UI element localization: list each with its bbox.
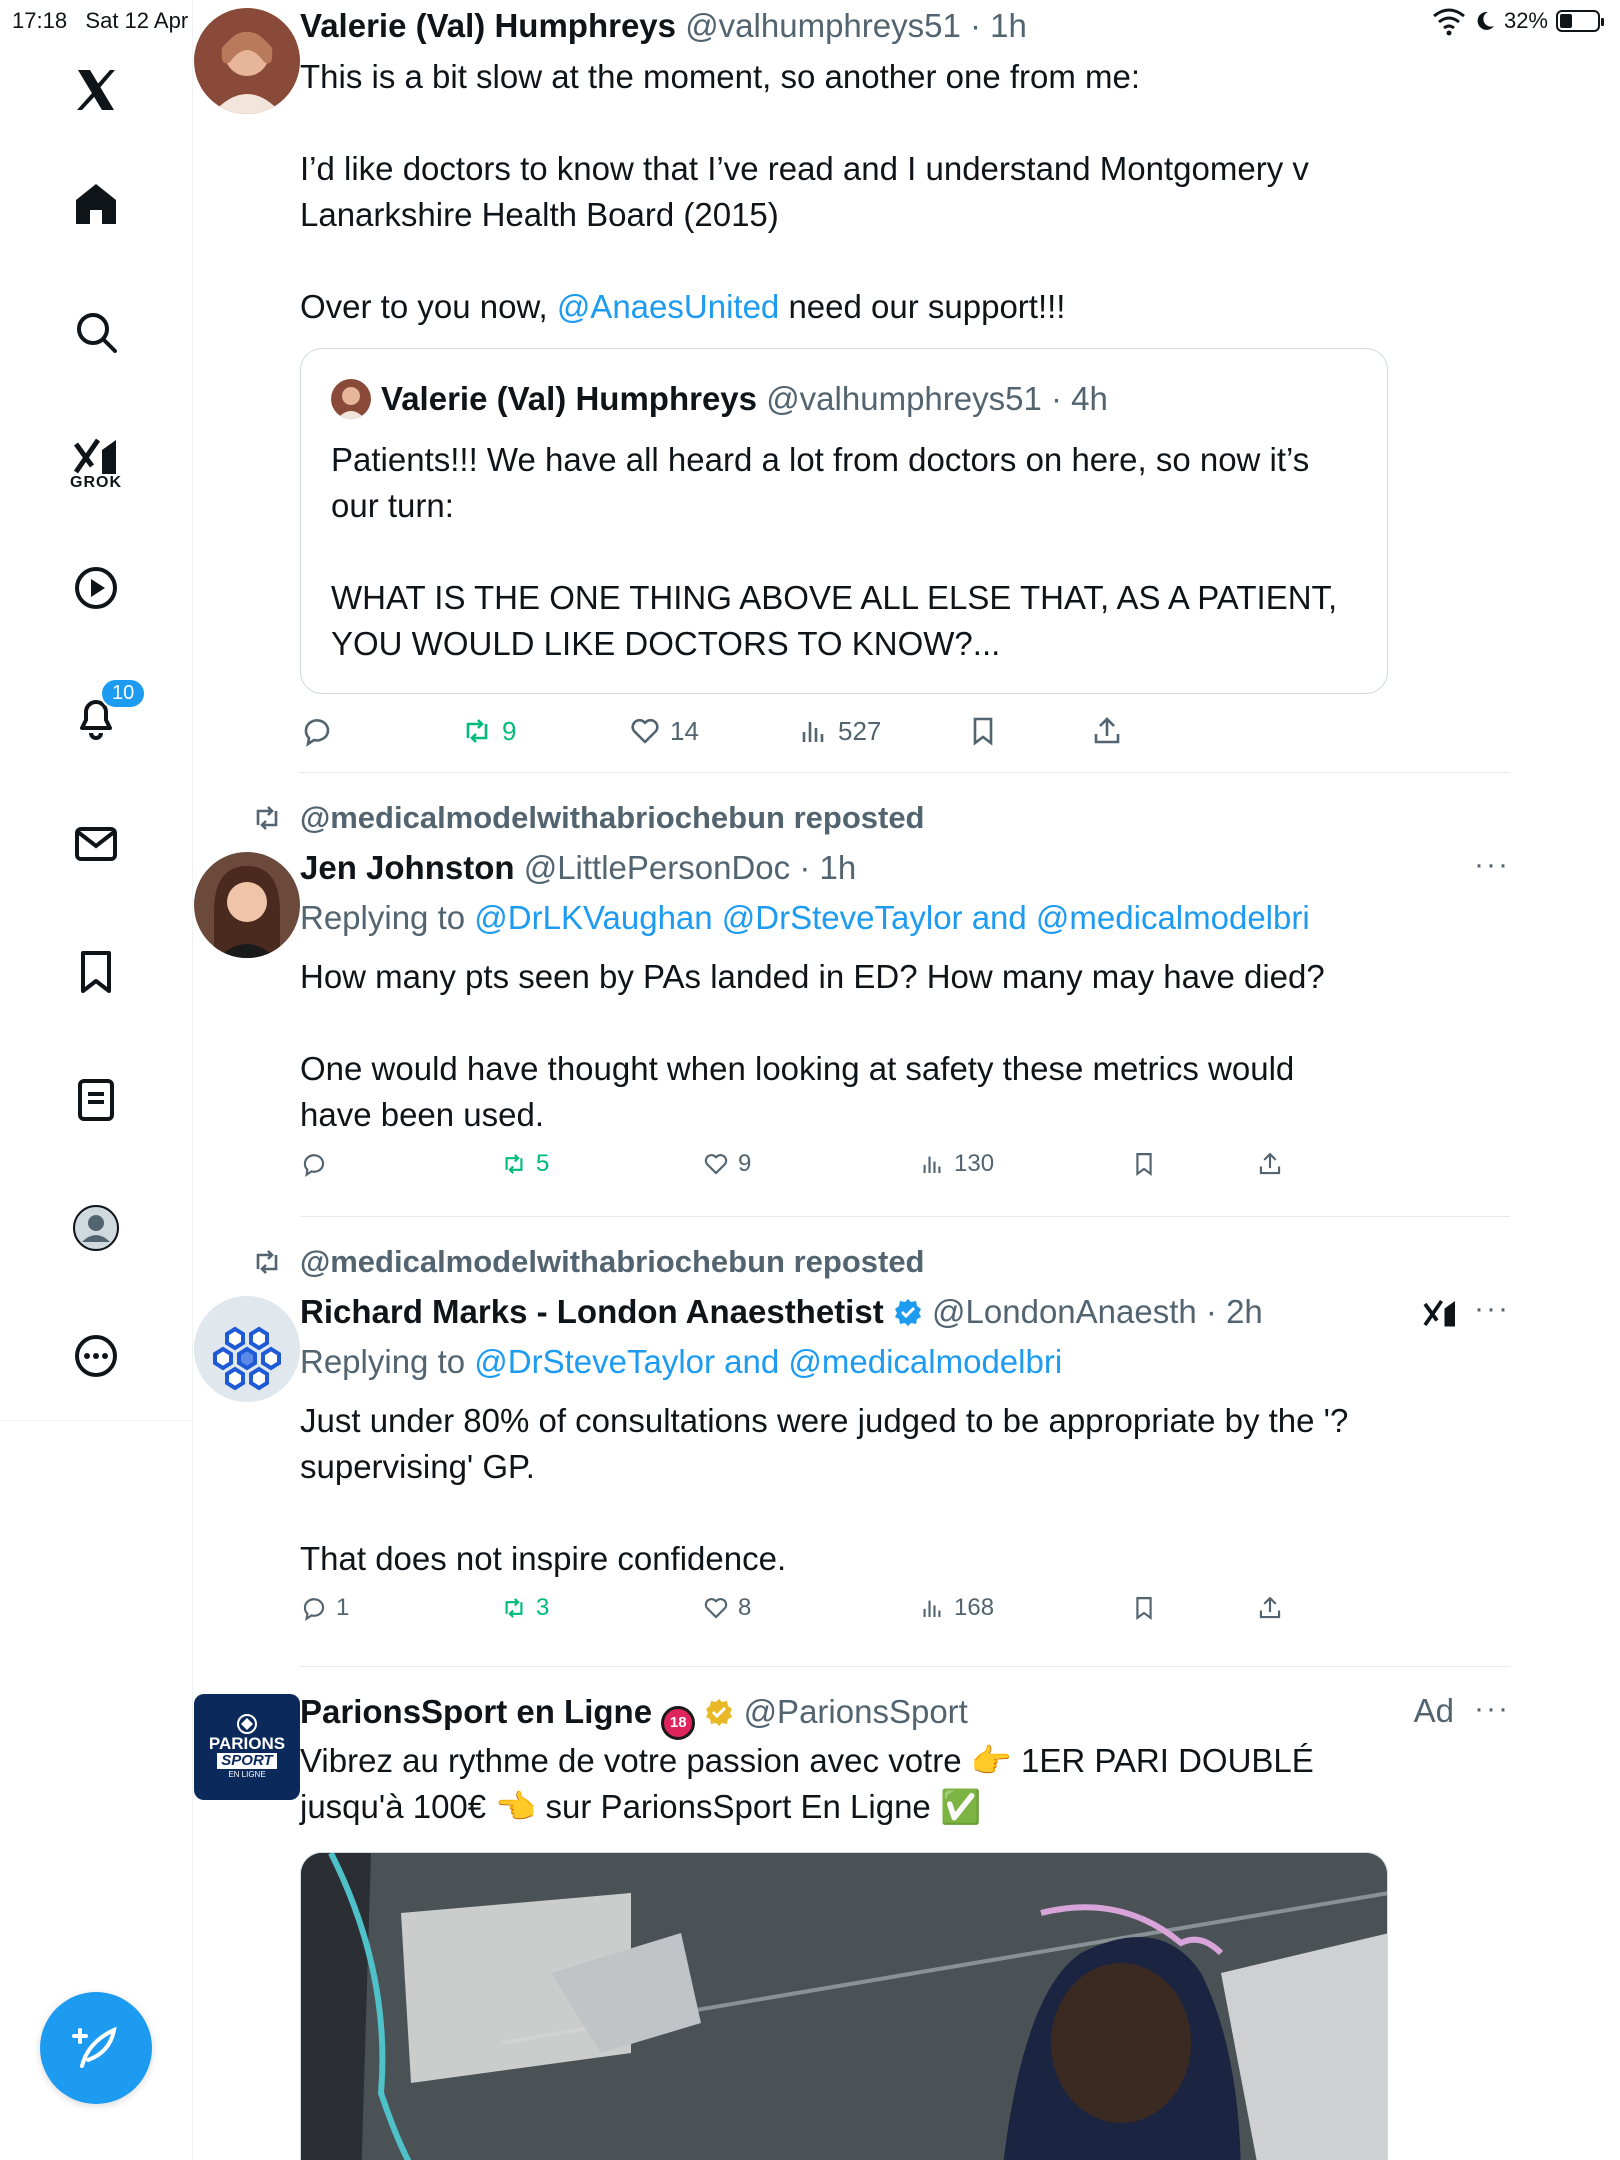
heart-icon	[702, 1594, 730, 1622]
age-restriction-badge: 18	[661, 1706, 695, 1740]
views-icon	[796, 714, 830, 748]
tweet-divider	[300, 1216, 1510, 1217]
author-name[interactable]: ParionsSport en Ligne	[300, 1693, 653, 1730]
tweet-time[interactable]: 2h	[1226, 1293, 1263, 1330]
home-icon[interactable]	[66, 174, 126, 234]
tweet-divider	[300, 1666, 1510, 1667]
repost-icon	[250, 801, 284, 835]
bookmark-button[interactable]	[1130, 1594, 1158, 1622]
repost-icon	[500, 1594, 528, 1622]
reply-button[interactable]	[300, 714, 342, 748]
repost-icon	[250, 1245, 284, 1279]
quoted-tweet[interactable]	[300, 348, 1388, 694]
author-name[interactable]: Valerie (Val) Humphreys	[300, 7, 677, 44]
author-handle[interactable]: @ParionsSport	[743, 1693, 968, 1730]
compose-post-button[interactable]	[40, 1992, 152, 2104]
notifications-badge: 10	[100, 678, 146, 709]
repost-button[interactable]: 9	[460, 714, 516, 748]
more-options-icon[interactable]	[66, 1326, 126, 1386]
tweet-header	[300, 1692, 968, 1740]
avatar[interactable]	[194, 8, 300, 114]
more-menu-icon[interactable]: ···	[1474, 1292, 1510, 1325]
bookmark-icon	[1130, 1594, 1158, 1622]
like-button[interactable]: 8	[702, 1594, 751, 1622]
like-button[interactable]: 9	[702, 1150, 751, 1178]
share-icon	[1090, 714, 1124, 748]
share-icon	[1256, 1594, 1284, 1622]
views-button[interactable]: 168	[918, 1594, 994, 1622]
share-button[interactable]	[1256, 1594, 1284, 1622]
share-button[interactable]	[1090, 714, 1124, 748]
author-handle[interactable]: @LondonAnaesth	[932, 1293, 1197, 1330]
video-icon[interactable]	[66, 558, 126, 618]
author-name[interactable]: Jen Johnston	[300, 849, 515, 886]
battery-percent: 32%	[1503, 8, 1548, 33]
quoted-author-name: Valerie (Val) Humphreys	[381, 380, 758, 417]
reply-button[interactable]	[300, 1150, 336, 1178]
reply-icon	[300, 1594, 328, 1622]
tweet-text: This is a bit slow at the moment, so another one from me: I’d like doctors to know that I’ve read and I understand Montgomery v Lanarkshire Health Board (2015) Over to you now, @AnaesUnited need our support!!!	[300, 58, 1309, 325]
author-handle[interactable]: @valhumphreys51	[685, 7, 961, 44]
sidebar-divider	[0, 1420, 193, 1421]
advertiser-logo[interactable]: PARIONS SPORT EN LIGNE	[194, 1694, 300, 1800]
ad-label: Ad	[1413, 1692, 1454, 1729]
tweet-actions	[300, 1150, 1510, 1190]
repost-icon	[500, 1150, 528, 1178]
tweet-actions	[300, 1594, 1510, 1634]
like-button[interactable]: 14	[628, 714, 699, 748]
views-button[interactable]: 527	[796, 714, 881, 748]
repost-button[interactable]: 3	[500, 1594, 549, 1622]
reply-icon	[300, 1150, 328, 1178]
heart-icon	[702, 1150, 730, 1178]
bookmark-button[interactable]	[966, 714, 1000, 748]
views-icon	[918, 1594, 946, 1622]
repost-context[interactable]: @medicalmodelwithabriochebun reposted	[250, 800, 925, 836]
replying-to: Replying to @DrSteveTaylor and @medicalmodelbri	[300, 1343, 1063, 1380]
views-button[interactable]: 130	[918, 1150, 994, 1178]
grok-explain-icon[interactable]	[1422, 1296, 1458, 1335]
search-icon[interactable]	[66, 302, 126, 362]
replying-to: Replying to @DrLKVaughan @DrSteveTaylor and @medicalmodelbri	[300, 899, 1310, 936]
tweet-text: Just under 80% of consultations were judged to be appropriate by the '? supervising' GP. That does not inspire confidence.	[300, 1402, 1349, 1577]
share-icon	[1256, 1150, 1284, 1178]
repost-context[interactable]: @medicalmodelwithabriochebun reposted	[250, 1244, 925, 1280]
replying-to-mentions[interactable]: @DrLKVaughan @DrSteveTaylor and @medicalmodelbri	[474, 899, 1310, 936]
quoted-time: 4h	[1071, 380, 1108, 417]
bookmarks-icon[interactable]	[66, 942, 126, 1002]
share-button[interactable]	[1256, 1150, 1284, 1178]
verified-gold-badge-icon	[704, 1697, 734, 1727]
sidebar-nav	[0, 0, 193, 2160]
grok-label: GROK	[70, 474, 122, 491]
tweet-header: Richard Marks - London Anaesthetist @LondonAnaesth · 2h	[300, 1293, 1263, 1330]
more-menu-icon[interactable]: ···	[1474, 1692, 1510, 1725]
ad-media-image[interactable]	[300, 1852, 1388, 2160]
bookmark-button[interactable]	[1130, 1150, 1158, 1178]
replying-to-mentions[interactable]: @DrSteveTaylor and @medicalmodelbri	[474, 1343, 1063, 1380]
quoted-text: Patients!!! We have all heard a lot from doctors on here, so now it’s our turn: WHAT IS THE ONE THING ABOVE ALL ELSE THAT, AS A PATIENT, YOU WOULD LIKE DOCTORS TO KNOW?...	[331, 441, 1338, 662]
mention-link[interactable]: @AnaesUnited	[556, 288, 780, 325]
lists-icon[interactable]	[66, 1070, 126, 1130]
author-handle[interactable]: @LittlePersonDoc	[523, 849, 791, 886]
profile-avatar-icon[interactable]	[66, 1198, 126, 1258]
tweet-header: Valerie (Val) Humphreys @valhumphreys51 · 1h	[300, 7, 1027, 44]
tweet-header: Jen Johnston @LittlePersonDoc · 1h	[300, 849, 857, 886]
tweet-time[interactable]: 1h	[990, 7, 1027, 44]
status-bar-time: 17:18 Sat 12 Apr	[12, 8, 189, 33]
tweet-divider	[300, 772, 1510, 773]
tweet-text: Vibrez au rythme de votre passion avec votre 👉 1ER PARI DOUBLÉ jusqu'à 100€ 👈 sur ParionsSport En Ligne ✅	[300, 1742, 1314, 1825]
grok-icon[interactable]	[66, 424, 126, 504]
bookmark-icon	[1130, 1150, 1158, 1178]
reply-button[interactable]: 1	[300, 1594, 349, 1622]
heart-icon	[628, 714, 662, 748]
more-menu-icon[interactable]: ···	[1474, 848, 1510, 881]
bookmark-icon	[966, 714, 1000, 748]
repost-button[interactable]: 5	[500, 1150, 549, 1178]
notifications-icon[interactable]	[66, 682, 135, 746]
repost-icon	[460, 714, 494, 748]
author-name[interactable]: Richard Marks - London Anaesthetist	[300, 1293, 884, 1330]
tweet-time[interactable]: 1h	[819, 849, 857, 886]
views-icon	[918, 1150, 946, 1178]
reply-icon	[300, 714, 334, 748]
avatar[interactable]	[194, 1296, 300, 1402]
compose-feather-icon	[70, 2022, 122, 2074]
messages-icon[interactable]	[66, 814, 126, 874]
quoted-header: Valerie (Val) Humphreys @valhumphreys51 · 4h	[381, 380, 1108, 417]
x-logo-icon[interactable]	[66, 60, 126, 120]
tweet-actions	[300, 714, 1510, 754]
quoted-avatar	[331, 379, 371, 419]
quoted-author-handle: @valhumphreys51	[766, 380, 1042, 417]
avatar[interactable]	[194, 852, 300, 958]
tweet-text: How many pts seen by PAs landed in ED? How many may have died? One would have thought when looking at safety these metrics would have been used.	[300, 958, 1325, 1133]
timeline-feed	[194, 0, 1620, 2160]
verified-badge-icon	[893, 1297, 923, 1327]
parions-emblem-icon	[234, 1713, 260, 1735]
